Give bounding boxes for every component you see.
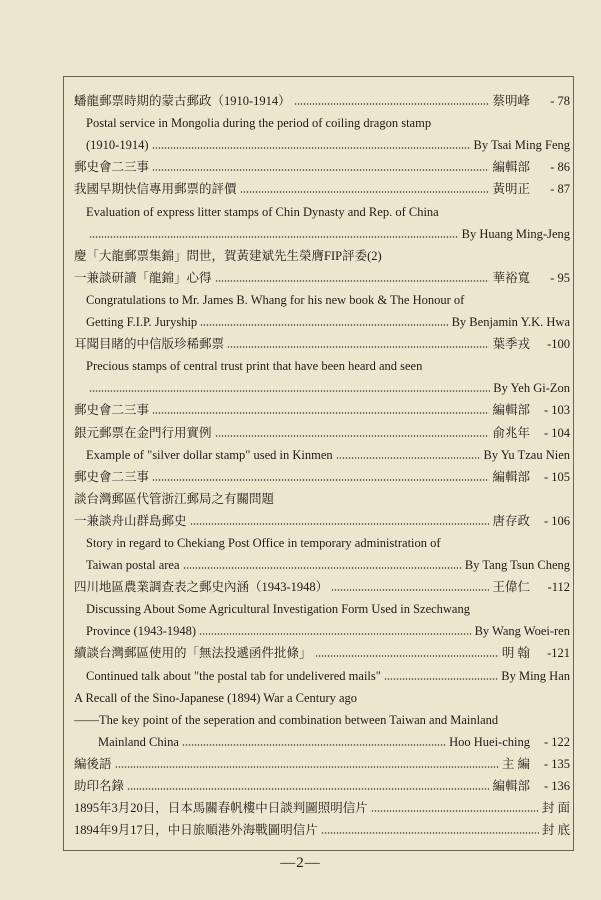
toc-entry — [74, 506, 570, 528]
toc-entry-title: Continued talk about "the postal tab for undelivered mails" — [86, 668, 381, 683]
toc-entry-title: 我國早期快信專用郵票的評價 — [74, 182, 237, 197]
toc-entry-title: Precious stamps of central trust print that have been heard and seen — [86, 359, 423, 374]
toc-entry-title: (1910-1914) — [86, 138, 149, 153]
toc-entry — [74, 395, 570, 417]
table-of-contents — [74, 86, 570, 837]
toc-entry-author: By Tsai Ming Feng — [473, 138, 570, 153]
toc-entry-title: Postal service in Mongolia during the period of coiling dragon stamp — [86, 116, 432, 131]
toc-entry-author: 封 底 — [541, 823, 570, 838]
toc-entry-author: 華裕寬 — [492, 270, 530, 285]
toc-entry — [74, 462, 570, 484]
dot-leader — [321, 832, 539, 834]
toc-entry — [74, 683, 570, 705]
toc-entry-page: -112 — [547, 580, 570, 595]
toc-entry — [74, 815, 570, 837]
toc-entry-title: 銀元郵票在金門行用實例 — [74, 425, 212, 440]
toc-entry-title: ——The key point of the seperation and combination between Taiwan and Mainland — [74, 712, 499, 727]
toc-entry-title: 郵史會二三事 — [74, 403, 150, 418]
toc-entry-page: - 95 — [550, 270, 570, 285]
toc-entry — [74, 793, 570, 815]
toc-entry-author: By Ming Han — [501, 668, 570, 683]
toc-entry-author: 黃明正 — [492, 182, 530, 197]
toc-entry — [74, 241, 570, 263]
dot-leader — [182, 744, 446, 746]
toc-entry-title: 一兼談研讀「龍錦」心得 — [74, 270, 212, 285]
toc-entry-page: - 105 — [543, 469, 570, 484]
toc-entry-author: 編輯部 — [492, 160, 530, 175]
dot-leader — [190, 523, 490, 525]
toc-entry-author: 明 翰 — [501, 646, 530, 661]
toc-entry-title: Taiwan postal area — [86, 558, 180, 573]
dot-leader — [89, 390, 490, 392]
toc-entry-title: 一兼談舟山群島郵史 — [74, 513, 187, 528]
toc-entry — [74, 528, 570, 550]
toc-entry — [74, 616, 570, 638]
toc-entry-title: 續談台灣郵區使用的「無法投遞函件批條」 — [74, 646, 312, 661]
toc-entry-page: - 103 — [543, 403, 570, 418]
toc-entry — [74, 484, 570, 506]
dot-leader — [227, 346, 489, 348]
toc-entry-page: - 106 — [543, 513, 570, 528]
toc-entry-author: 封 面 — [541, 801, 570, 816]
toc-entry-author: 葉季戎 — [492, 337, 530, 352]
toc-entry — [74, 108, 570, 130]
dot-leader — [240, 191, 490, 193]
toc-entry — [74, 550, 570, 572]
toc-entry-author: By Tang Tsun Cheng — [464, 558, 570, 573]
toc-entry-author: 唐存政 — [492, 513, 530, 528]
toc-entry-author: By Yu Tzau Nien — [483, 447, 570, 462]
toc-entry-author: By Huang Ming-Jeng — [461, 226, 570, 241]
toc-entry-title: 1894年9月17日，中日旅順港外海戰圖明信片 — [74, 823, 318, 838]
toc-entry — [74, 351, 570, 373]
toc-entry-author: 主 編 — [501, 756, 530, 771]
toc-entry — [74, 771, 570, 793]
toc-entry — [74, 638, 570, 660]
toc-entry-title: Province (1943-1948) — [86, 624, 197, 639]
toc-entry — [74, 417, 570, 439]
toc-entry-title: Congratulations to Mr. James B. Whang for his new book & The Honour of — [86, 292, 465, 307]
toc-entry-author: 俞兆年 — [492, 425, 530, 440]
toc-entry — [74, 263, 570, 285]
toc-entry-title: Story in regard to Chekiang Post Office in temporary administration of — [86, 535, 441, 550]
toc-entry — [74, 572, 570, 594]
dot-leader — [294, 103, 490, 105]
toc-entry — [74, 373, 570, 395]
toc-entry — [74, 749, 570, 771]
dot-leader — [315, 655, 499, 657]
toc-entry-title: 助印名錄 — [74, 779, 125, 793]
dot-leader — [199, 633, 472, 635]
toc-entry-page: - 78 — [550, 94, 570, 109]
toc-entry-author: 王偉仁 — [492, 580, 530, 595]
toc-entry-title: 編後語 — [74, 756, 112, 771]
toc-entry-author: By Benjamin Y.K. Hwa — [451, 315, 570, 330]
toc-entry — [74, 86, 570, 108]
dot-leader — [152, 147, 471, 149]
toc-entry-author: 編輯部 — [492, 779, 530, 793]
toc-entry-title: Evaluation of express litter stamps of Chin Dynasty and Rep. of China — [86, 204, 439, 219]
toc-entry — [74, 594, 570, 616]
toc-entry-title: A Recall of the Sino-Japanese (1894) War a Century ago — [74, 690, 358, 705]
toc-entry-page: - 86 — [550, 160, 570, 175]
dot-leader — [115, 766, 499, 768]
dot-leader — [336, 457, 481, 459]
dot-leader — [183, 567, 462, 569]
toc-entry-title: 談台灣郵區代管浙江郵局之有關問題 — [74, 491, 275, 506]
toc-entry-author: 蔡明峰 — [492, 94, 530, 109]
toc-entry-title: Discussing About Some Agricultural Investigation Form Used in Szechwang — [86, 602, 470, 617]
page-number: —2— — [280, 855, 321, 871]
toc-entry — [74, 329, 570, 351]
toc-entry-title: 四川地區農業調查表之郵史內涵（1943-1948） — [74, 580, 329, 595]
toc-entry — [74, 219, 570, 241]
toc-entry-title: Mainland China — [98, 734, 179, 749]
toc-entry — [74, 130, 570, 152]
dot-leader — [200, 324, 448, 326]
toc-entry-page: - 136 — [543, 779, 570, 793]
toc-entry-author: By Yeh Gi-Zon — [493, 381, 570, 396]
toc-entry — [74, 705, 570, 727]
dot-leader — [215, 280, 490, 282]
toc-entry-title: 1895年3月20日，日本馬關春帆樓中日談判圖照明信片 — [74, 801, 368, 816]
toc-entry — [74, 285, 570, 307]
toc-entry-title: Getting F.I.P. Juryship — [86, 315, 198, 330]
toc-entry — [74, 727, 570, 749]
toc-entry — [74, 174, 570, 196]
dot-leader — [371, 810, 539, 812]
dot-leader — [152, 169, 489, 171]
toc-entry-title: 蟠龍郵票時期的蒙古郵政（1910-1914） — [74, 94, 291, 109]
toc-entry — [74, 660, 570, 682]
dot-leader — [152, 412, 489, 414]
toc-entry-author: 編輯部 — [492, 403, 530, 418]
dot-leader — [152, 479, 489, 481]
toc-entry-page: -100 — [547, 337, 570, 352]
toc-entry-page: - 104 — [543, 425, 570, 440]
toc-entry-author: Hoo Huei-ching — [449, 734, 530, 749]
toc-entry — [74, 440, 570, 462]
toc-entry-page: - 135 — [543, 756, 570, 771]
toc-entry-page: -121 — [547, 646, 570, 661]
dot-leader — [215, 435, 490, 437]
dot-leader — [384, 678, 498, 680]
toc-entry-page: - 122 — [543, 734, 570, 749]
toc-entry-title: 耳聞目睹的中信版珍稀郵票 — [74, 337, 225, 352]
toc-entry-title: 郵史會二三事 — [74, 469, 150, 484]
toc-entry-author: By Wang Woei-ren — [474, 624, 570, 639]
toc-entry-title: 慶「大龍郵票集錦」問世，賀黃建斌先生榮膺FIP評委(2) — [74, 248, 382, 263]
dot-leader — [89, 236, 459, 238]
toc-entry — [74, 307, 570, 329]
dot-leader — [127, 788, 489, 790]
toc-entry — [74, 196, 570, 218]
dot-leader — [331, 589, 489, 591]
toc-entry — [74, 152, 570, 174]
toc-entry-title: Example of "silver dollar stamp" used in Kinmen — [86, 447, 333, 462]
toc-entry-page: - 87 — [550, 182, 570, 197]
toc-entry-title: 郵史會二三事 — [74, 160, 150, 175]
toc-entry-author: 編輯部 — [492, 469, 530, 484]
